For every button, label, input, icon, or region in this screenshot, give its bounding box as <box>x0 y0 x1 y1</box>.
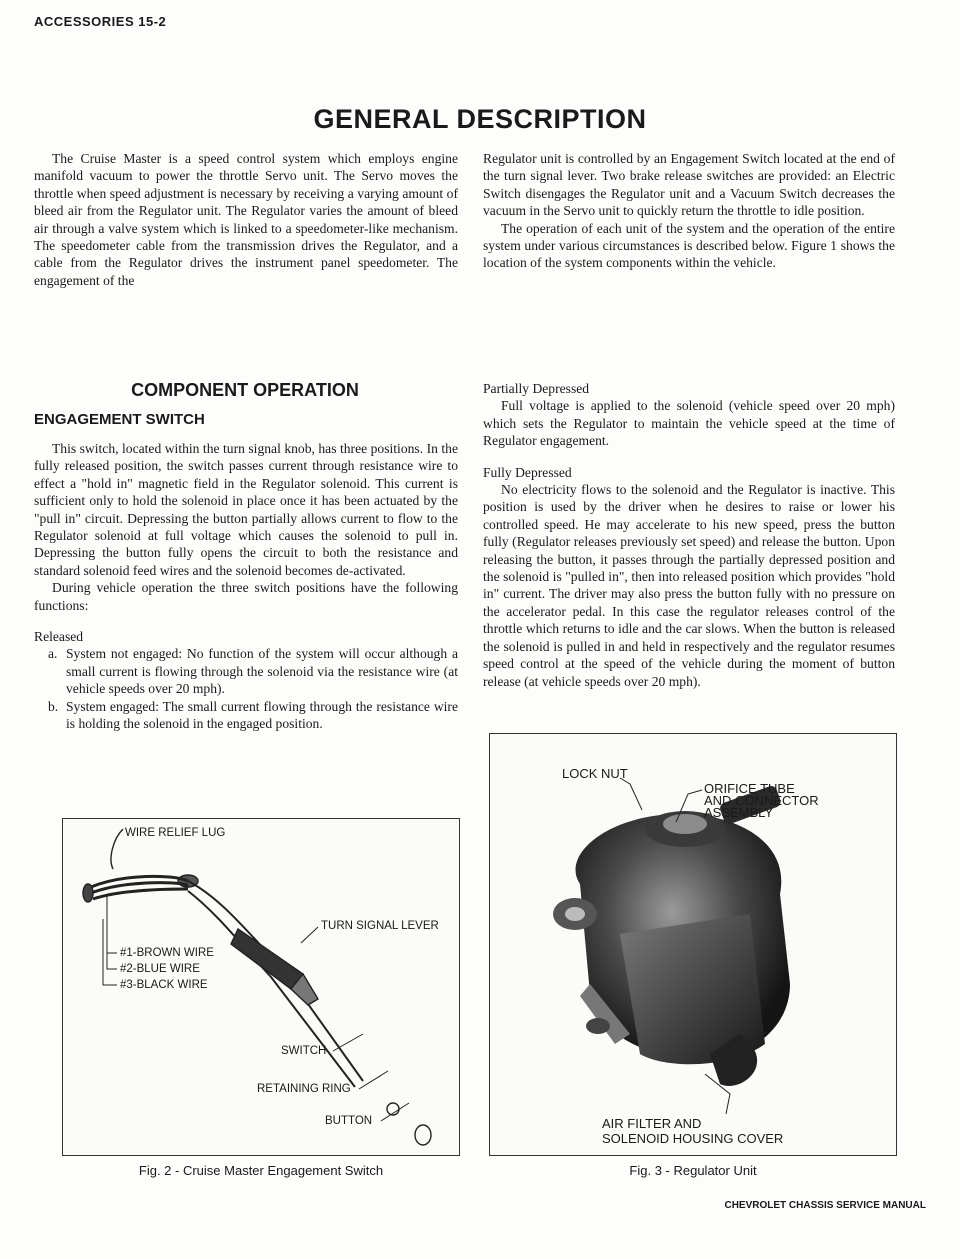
figure-2-box <box>62 818 460 1156</box>
list-text: System engaged: The small current flowing through the resistance wire is holding the solenoid in the engaged position. <box>66 698 458 732</box>
label-brown-wire: #1-BROWN WIRE <box>120 947 214 959</box>
label-wire-relief-lug: WIRE RELIEF LUG <box>125 827 226 839</box>
label-retaining-ring: RETAINING RING <box>257 1083 351 1095</box>
partially-depressed-label: Partially Depressed <box>483 381 590 396</box>
fully-depressed-label: Fully Depressed <box>483 464 572 480</box>
engagement-switch-body <box>34 440 458 733</box>
intro-paragraph: The Cruise Master is a speed control system which employs engine manifold vacuum to power the throttle Servo unit. The Servo moves the throttle when speed adjustment is necessary by receiving a varying amount of bleed air from the Regulator unit. The Regulator varies the amount of bleed air through a valve system which is linked to a speedometer-like mechanism. The speedometer cable from the transmission drives the Regulator, and a cable from the Regulator drives the instrument panel speedometer. The engagement of the <box>34 151 458 288</box>
label-orifice-tube-3: ASSEMBLY <box>704 805 774 820</box>
fully-depressed-text: No electricity flows to the solenoid and the Regulator is inactive. This position is used by the driver when he desires to raise or lower his controlled speed. He may accelerate to his new speed, press the button fully (Regulator releases previously set speed) and release the button. Upon releasing the button, it passes through the partially depressed position and the solenoid is "pulled in", then into released position which provides "hold in" current. The driver may also press the button fully with no pressure on the accelerator pedal. In this case the regulator releases control of the throttle which returns to idle and the car slows. When the button is released the solenoid is pulled in and held in respectively and the regulator resumes speed control at the speed of the vehicle during the moment of button release (at vehicle speeds over 20 mph). <box>483 482 895 689</box>
label-blue-wire: #2-BLUE WIRE <box>120 963 200 975</box>
released-item-b <box>34 698 458 733</box>
label-orifice-tube-1: ORIFICE TUBE <box>704 781 795 796</box>
running-head: ACCESSORIES 15-2 <box>34 14 167 29</box>
engagement-switch-heading: ENGAGEMENT SWITCH <box>34 411 205 428</box>
intro-right-column <box>483 150 895 272</box>
figure-3-caption: Fig. 3 - Regulator Unit <box>629 1163 757 1178</box>
list-letter: b. <box>48 698 59 714</box>
label-turn-signal-lever: TURN SIGNAL LEVER <box>321 920 439 932</box>
switch-paragraph-2: During vehicle operation the three switch positions have the following functions: <box>34 580 458 613</box>
intro-paragraph-2: The operation of each unit of the system and the operation of the entire system under various circumstances is described below. Figure 1 shows the location of the system components within the vehicle. <box>483 220 895 271</box>
figure-3-box <box>489 733 897 1156</box>
label-switch: SWITCH <box>281 1045 327 1057</box>
partially-depressed-text: Full voltage is applied to the solenoid (vehicle speed over 20 mph) which sets the Regulator to maintain the vehicle speed at the time of Regulator engagement. <box>483 398 895 449</box>
released-item-a <box>34 645 458 697</box>
intro-left-column <box>34 150 458 289</box>
label-air-filter-2: SOLENOID HOUSING COVER <box>602 1131 784 1146</box>
label-button: BUTTON <box>325 1115 373 1127</box>
regulator-unit-photo <box>490 734 896 1155</box>
list-letter: a. <box>48 646 58 662</box>
component-operation-heading: COMPONENT OPERATION <box>131 380 359 400</box>
label-orifice-tube-2: AND CONNECTOR <box>704 793 819 808</box>
list-text: System not engaged: No function of the system will occur although a small current is flowing through the solenoid via the resistance wire (at vehicle speeds over 20 mph). <box>66 646 458 697</box>
page-title: GENERAL DESCRIPTION <box>313 104 647 134</box>
label-air-filter-1: AIR FILTER AND <box>602 1116 702 1131</box>
figure-2-caption: Fig. 2 - Cruise Master Engagement Switch <box>138 1163 384 1178</box>
switch-paragraph-1: This switch, located within the turn signal knob, has three positions. In the fully released position, the switch passes current through resistance wire to effect a "hold in" magnetic field in the Regulator solenoid. This current is sufficient only to hold the solenoid in place once it has been actuated by the "pull in" circuit. Depressing the button partially allows current to flow to the Regulator solenoid at full voltage which causes the solenoid to pull in. Depressing the button fully opens the circuit to both the resistance and standard solenoid feed wires and the solenoid becomes de-activated. <box>34 441 458 578</box>
footer: CHEVROLET CHASSIS SERVICE MANUAL <box>724 1200 926 1211</box>
switch-positions-column <box>483 380 895 690</box>
label-black-wire: #3-BLACK WIRE <box>120 979 208 991</box>
label-lock-nut: LOCK NUT <box>562 766 628 781</box>
intro-paragraph-continued: Regulator unit is controlled by an Engagement Switch located at the end of the turn signal lever. Two brake release switches are provided: an Electric Switch disengages the Regulator unit and a Vacuum Switch decreases the vacuum in the Servo unit to quickly return the throttle to idle position. <box>483 151 895 219</box>
released-label: Released <box>34 629 84 645</box>
